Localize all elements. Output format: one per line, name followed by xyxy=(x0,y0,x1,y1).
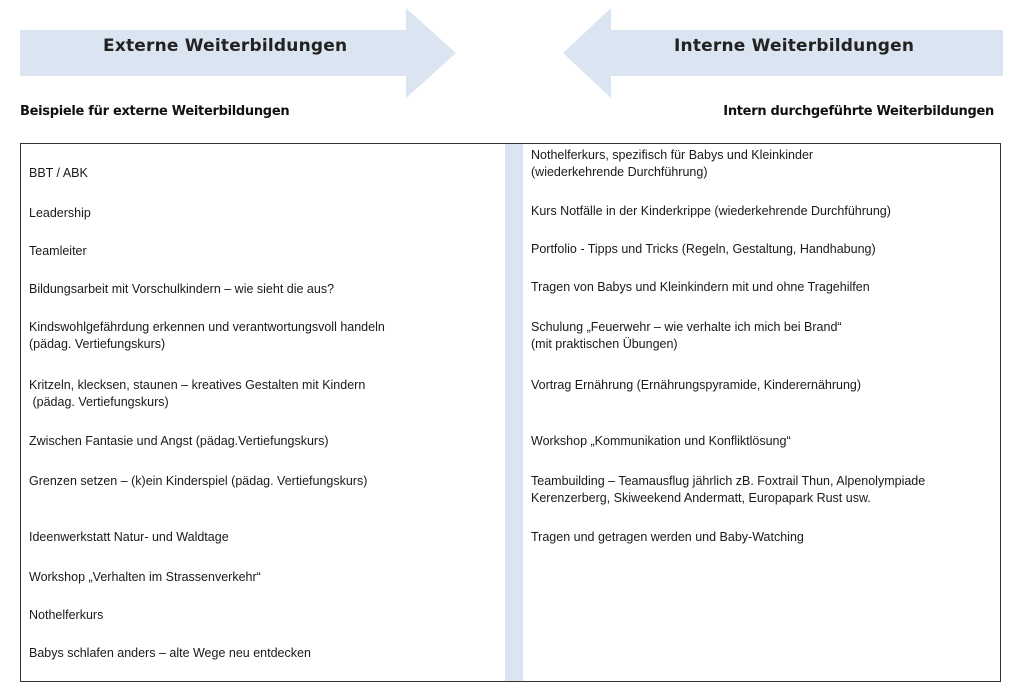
internal-title: Interne Weiterbildungen xyxy=(674,36,915,56)
external-item: Leadership xyxy=(29,206,91,220)
external-item: Kritzeln, klecksen, staunen – kreatives Gestalten mit Kindern (pädag. Vertiefungskurs) xyxy=(29,378,366,409)
internal-item: Kurs Notfälle in der Kinderkrippe (wiederkehrende Durchführung) xyxy=(531,204,891,218)
internal-item: Nothelferkurs, spezifisch für Babys und Kleinkinder (wiederkehrende Durchführung) xyxy=(531,148,814,179)
external-item: Workshop „Verhalten im Strassenverkehr“ xyxy=(29,570,261,584)
internal-item: Schulung „Feuerwehr – wie verhalte ich mich bei Brand“ (mit praktischen Übungen) xyxy=(531,320,842,351)
internal-item: Tragen von Babys und Kleinkindern mit und ohne Tragehilfen xyxy=(531,280,870,294)
trainings-table xyxy=(20,143,1001,682)
external-item: Teamleiter xyxy=(29,244,87,258)
internal-arrow xyxy=(563,8,1003,98)
external-subtitle: Beispiele für externe Weiterbildungen xyxy=(20,104,290,119)
external-arrow xyxy=(20,8,460,98)
external-item: Ideenwerkstatt Natur- und Waldtage xyxy=(29,530,229,544)
external-item: Babys schlafen anders – alte Wege neu entdecken xyxy=(29,646,311,660)
external-item: BBT / ABK xyxy=(29,166,88,180)
internal-item: Portfolio - Tipps und Tricks (Regeln, Gestaltung, Handhabung) xyxy=(531,242,876,256)
internal-item: Tragen und getragen werden und Baby-Watching xyxy=(531,530,804,544)
external-item: Nothelferkurs xyxy=(29,608,104,622)
external-column xyxy=(21,144,505,681)
internal-item: Vortrag Ernährung (Ernährungspyramide, Kinderernährung) xyxy=(531,378,862,392)
internal-subtitle: Intern durchgeführte Weiterbildungen xyxy=(723,104,994,119)
external-item: Kindswohlgefährdung erkennen und verantwortungsvoll handeln (pädag. Vertiefungskurs) xyxy=(29,320,385,351)
column-divider xyxy=(505,144,523,681)
external-item: Bildungsarbeit mit Vorschulkindern – wie sieht die aus? xyxy=(29,282,335,296)
internal-item: Workshop „Kommunikation und Konfliktlösung“ xyxy=(531,434,791,448)
external-title: Externe Weiterbildungen xyxy=(103,36,348,56)
external-item: Grenzen setzen – (k)ein Kinderspiel (pädag. Vertiefungskurs) xyxy=(29,474,368,488)
external-item: Zwischen Fantasie und Angst (pädag.Vertiefungskurs) xyxy=(29,434,329,448)
internal-column xyxy=(523,144,1000,681)
internal-item: Teambuilding – Teamausflug jährlich zB. Foxtrail Thun, Alpenolympiade Kerenzerberg, Skiweekend Andermatt, Europapark Rust usw. xyxy=(531,474,926,505)
